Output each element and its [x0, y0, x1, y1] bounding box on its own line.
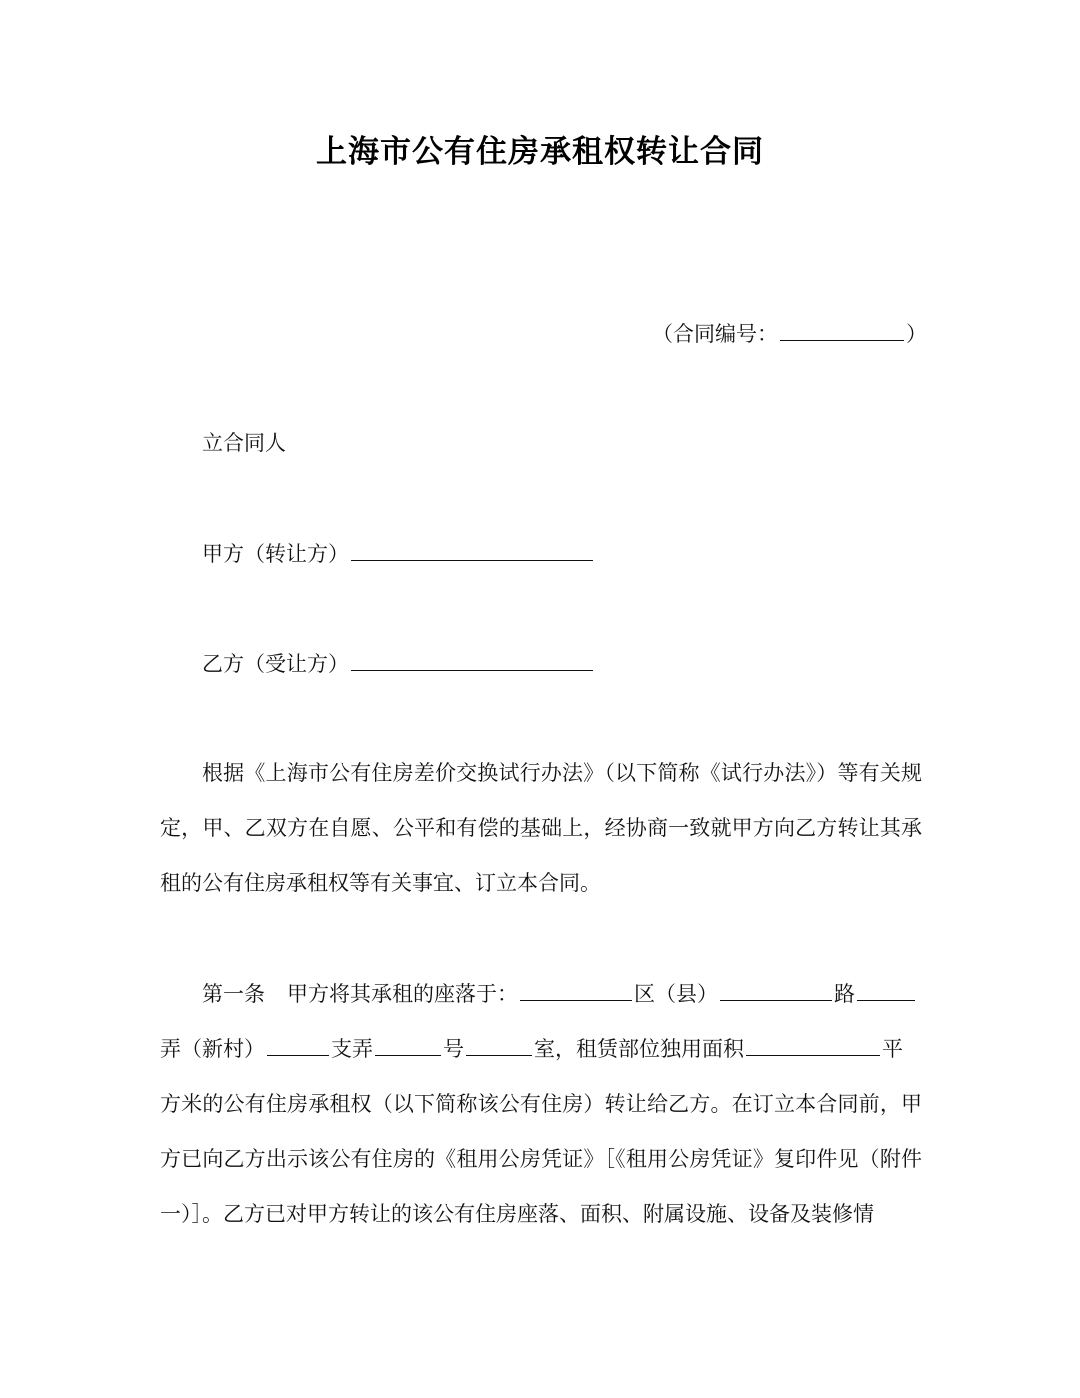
district-label: 区（县） — [634, 982, 718, 1006]
party-b-line — [202, 648, 595, 679]
contract-number-label: （合同编号： — [652, 322, 778, 346]
article-1-heading: 第一条 — [202, 982, 265, 1006]
sub-lane-blank[interactable] — [267, 1033, 329, 1056]
lane-label: 弄（新村） — [160, 1037, 265, 1061]
sub-lane-label: 支弄 — [331, 1037, 373, 1061]
contract-number-close: ） — [906, 322, 927, 346]
number-label: 号 — [443, 1037, 464, 1061]
party-b-blank[interactable] — [351, 648, 593, 671]
district-blank[interactable] — [520, 978, 632, 1001]
contract-number-line — [652, 318, 927, 349]
article-1-text-location: 甲方将其承租的座落于： — [287, 982, 518, 1006]
article-1-line-1 — [202, 978, 917, 1009]
party-a-label: 甲方（转让方） — [202, 542, 349, 566]
area-unit-start: 平 — [882, 1037, 903, 1061]
parties-heading: 立合同人 — [202, 431, 286, 455]
party-b-label: 乙方（受让方） — [202, 652, 349, 676]
party-a-line — [202, 538, 595, 569]
article-1-continuation: 方米的公有住房承租权（以下简称该公有住房）转让给乙方。在订立本合同前，甲方已向乙方出示该公有住房的《租用公房凭证》［《租用公房凭证》复印件见（附件一）］。乙方已对甲方转让的该公有住房座落、面积、附属设施、设备及装修情 — [160, 1092, 922, 1226]
lane-blank[interactable] — [857, 978, 915, 1001]
room-label: 室，租赁部位独用面积 — [534, 1037, 744, 1061]
contract-number-blank[interactable] — [780, 318, 904, 341]
preamble-paragraph: 根据《上海市公有住房差价交换试行办法》（以下简称《试行办法》）等有关规定，甲、乙双方在自愿、公平和有偿的基础上，经协商一致就甲方向乙方转让其承租的公有住房承租权等有关事宜、订立本合同。 — [160, 761, 922, 895]
party-a-blank[interactable] — [351, 538, 593, 561]
number-blank[interactable] — [375, 1033, 441, 1056]
document-title: 上海市公有住房承租权转让合同 — [316, 134, 764, 170]
article-1-line-2 — [160, 1033, 903, 1064]
road-blank[interactable] — [720, 978, 832, 1001]
room-blank[interactable] — [466, 1033, 532, 1056]
area-blank[interactable] — [746, 1033, 880, 1056]
road-label: 路 — [834, 982, 855, 1006]
